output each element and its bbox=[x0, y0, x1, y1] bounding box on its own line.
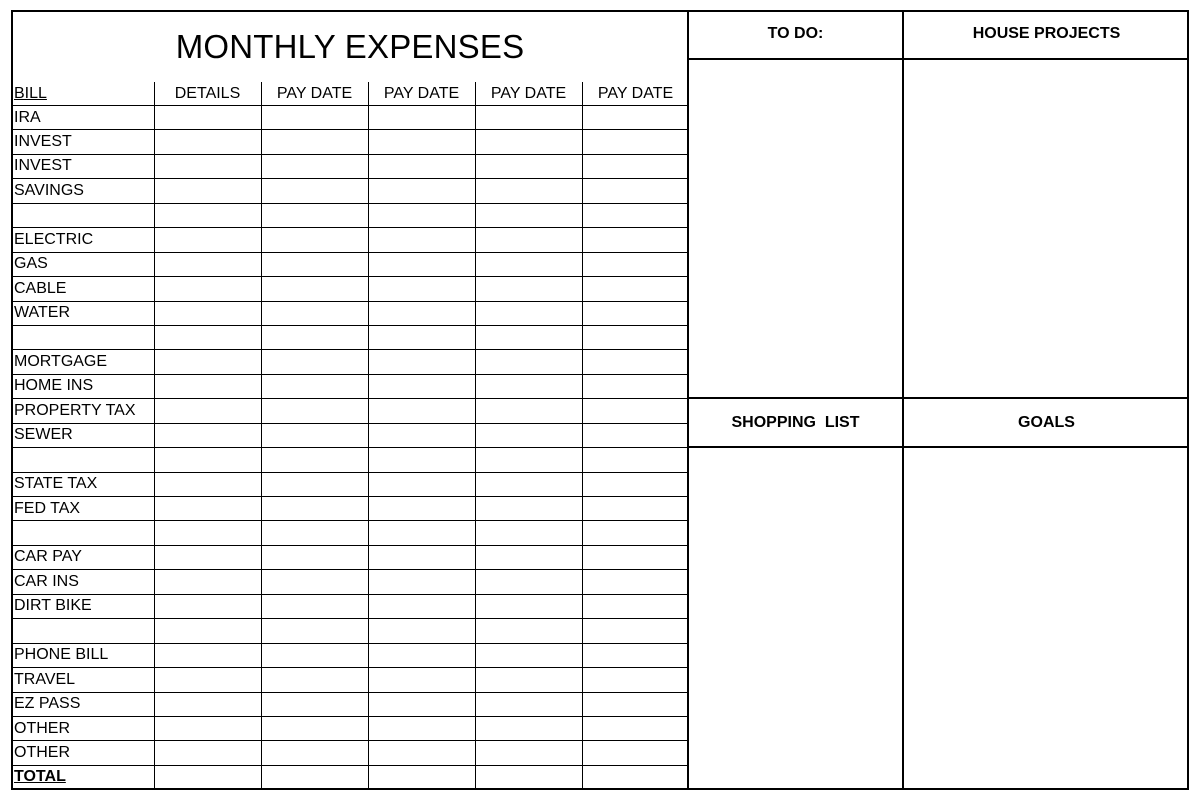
pay-date-cell[interactable] bbox=[583, 277, 688, 300]
pay-date-cell[interactable] bbox=[262, 155, 368, 178]
pay-date-cell[interactable] bbox=[583, 473, 688, 496]
pay-date-cell[interactable] bbox=[262, 179, 368, 202]
pay-date-cell[interactable] bbox=[369, 570, 475, 593]
bill-label: GAS bbox=[14, 255, 48, 273]
details-cell[interactable] bbox=[155, 546, 261, 569]
pay-date-cell[interactable] bbox=[262, 766, 368, 789]
todo-heading: TO DO: bbox=[767, 25, 824, 42]
pay-date-cell[interactable] bbox=[369, 521, 475, 544]
details-cell[interactable] bbox=[155, 668, 261, 691]
pay-date-cell[interactable] bbox=[262, 619, 368, 642]
pay-date-cell[interactable] bbox=[476, 155, 582, 178]
pay-date-cell[interactable] bbox=[583, 204, 688, 227]
pay-date-cell[interactable] bbox=[369, 228, 475, 251]
bill-label: INVEST bbox=[14, 157, 72, 175]
pay-date-cell[interactable] bbox=[476, 179, 582, 202]
pay-date-cell[interactable] bbox=[476, 644, 582, 667]
pay-date-cell[interactable] bbox=[262, 204, 368, 227]
bill-label: INVEST bbox=[14, 132, 72, 150]
pay-date-cell[interactable] bbox=[583, 326, 688, 349]
pay-date-cell[interactable] bbox=[476, 473, 582, 496]
details-cell[interactable] bbox=[155, 619, 261, 642]
pay-date-cell[interactable] bbox=[369, 350, 475, 373]
column-header-bill: BILL bbox=[14, 85, 47, 102]
pay-date-cell[interactable] bbox=[583, 448, 688, 471]
bill-label: SEWER bbox=[14, 426, 73, 444]
pay-date-cell[interactable] bbox=[476, 693, 582, 716]
pay-date-cell[interactable] bbox=[476, 448, 582, 471]
bill-label: TRAVEL bbox=[14, 670, 76, 688]
column-header-details: DETAILS bbox=[174, 85, 241, 102]
pay-date-cell[interactable] bbox=[262, 570, 368, 593]
pay-date-cell[interactable] bbox=[262, 497, 368, 520]
shopping-list-heading: SHOPPING LIST bbox=[731, 414, 860, 431]
bill-label: OTHER bbox=[14, 743, 70, 761]
goals-area[interactable] bbox=[904, 448, 1189, 790]
pay-date-cell[interactable] bbox=[369, 302, 475, 325]
details-cell[interactable] bbox=[155, 717, 261, 740]
pay-date-cell[interactable] bbox=[262, 130, 368, 153]
pay-date-cell[interactable] bbox=[369, 473, 475, 496]
pay-date-cell[interactable] bbox=[262, 302, 368, 325]
pay-date-cell[interactable] bbox=[583, 693, 688, 716]
pay-date-cell[interactable] bbox=[583, 228, 688, 251]
pay-date-cell[interactable] bbox=[369, 766, 475, 789]
pay-date-cell[interactable] bbox=[476, 326, 582, 349]
details-cell[interactable] bbox=[155, 277, 261, 300]
pay-date-cell[interactable] bbox=[583, 399, 688, 422]
details-cell[interactable] bbox=[155, 130, 261, 153]
bill-label: SAVINGS bbox=[14, 181, 84, 199]
details-cell[interactable] bbox=[155, 155, 261, 178]
details-cell[interactable] bbox=[155, 595, 261, 618]
details-cell[interactable] bbox=[155, 326, 261, 349]
pay-date-cell[interactable] bbox=[583, 595, 688, 618]
pay-date-cell[interactable] bbox=[262, 106, 368, 129]
bill-label: PHONE BILL bbox=[14, 646, 109, 664]
pay-date-cell[interactable] bbox=[262, 546, 368, 569]
details-cell[interactable] bbox=[155, 521, 261, 544]
pay-date-cell[interactable] bbox=[369, 741, 475, 764]
house-projects-heading: HOUSE PROJECTS bbox=[972, 25, 1121, 42]
details-cell[interactable] bbox=[155, 204, 261, 227]
pay-date-cell[interactable] bbox=[262, 473, 368, 496]
pay-date-cell[interactable] bbox=[369, 546, 475, 569]
todo-area[interactable] bbox=[689, 60, 902, 397]
bill-label: DIRT BIKE bbox=[14, 597, 92, 615]
pay-date-cell[interactable] bbox=[476, 228, 582, 251]
pay-date-cell[interactable] bbox=[369, 130, 475, 153]
pay-date-cell[interactable] bbox=[476, 570, 582, 593]
details-cell[interactable] bbox=[155, 497, 261, 520]
pay-date-cell[interactable] bbox=[476, 375, 582, 398]
details-cell[interactable] bbox=[155, 399, 261, 422]
pay-date-cell[interactable] bbox=[369, 106, 475, 129]
house-projects-area[interactable] bbox=[904, 60, 1189, 397]
details-cell[interactable] bbox=[155, 766, 261, 789]
details-cell[interactable] bbox=[155, 302, 261, 325]
pay-date-cell[interactable] bbox=[583, 106, 688, 129]
pay-date-cell[interactable] bbox=[583, 302, 688, 325]
pay-date-cell[interactable] bbox=[369, 644, 475, 667]
column-header-pay-date-3: PAY DATE bbox=[490, 85, 567, 102]
pay-date-cell[interactable] bbox=[476, 399, 582, 422]
pay-date-cell[interactable] bbox=[262, 595, 368, 618]
pay-date-cell[interactable] bbox=[476, 741, 582, 764]
total-label: TOTAL bbox=[14, 768, 66, 786]
details-cell[interactable] bbox=[155, 473, 261, 496]
pay-date-cell[interactable] bbox=[583, 570, 688, 593]
column-header-pay-date-4: PAY DATE bbox=[597, 85, 674, 102]
details-cell[interactable] bbox=[155, 375, 261, 398]
bill-label: ELECTRIC bbox=[14, 230, 94, 248]
pay-date-cell[interactable] bbox=[262, 424, 368, 447]
pay-date-cell[interactable] bbox=[369, 424, 475, 447]
details-cell[interactable] bbox=[155, 693, 261, 716]
pay-date-cell[interactable] bbox=[476, 350, 582, 373]
bill-label: WATER bbox=[14, 304, 70, 322]
pay-date-cell[interactable] bbox=[262, 717, 368, 740]
details-cell[interactable] bbox=[155, 741, 261, 764]
pay-date-cell[interactable] bbox=[369, 375, 475, 398]
pay-date-cell[interactable] bbox=[583, 497, 688, 520]
pay-date-cell[interactable] bbox=[583, 375, 688, 398]
bill-label: CAR PAY bbox=[14, 548, 82, 566]
shopping-list-area[interactable] bbox=[689, 448, 902, 790]
pay-date-cell[interactable] bbox=[369, 595, 475, 618]
pay-date-cell[interactable] bbox=[583, 717, 688, 740]
goals-heading: GOALS bbox=[1018, 414, 1075, 431]
pay-date-cell[interactable] bbox=[583, 741, 688, 764]
pay-date-cell[interactable] bbox=[476, 521, 582, 544]
pay-date-cell[interactable] bbox=[583, 766, 688, 789]
pay-date-cell[interactable] bbox=[262, 228, 368, 251]
details-cell[interactable] bbox=[155, 570, 261, 593]
pay-date-cell[interactable] bbox=[476, 277, 582, 300]
pay-date-cell[interactable] bbox=[369, 448, 475, 471]
pay-date-cell[interactable] bbox=[583, 521, 688, 544]
pay-date-cell[interactable] bbox=[476, 302, 582, 325]
pay-date-cell[interactable] bbox=[262, 668, 368, 691]
pay-date-cell[interactable] bbox=[262, 399, 368, 422]
pay-date-cell[interactable] bbox=[583, 179, 688, 202]
pay-date-cell[interactable] bbox=[369, 619, 475, 642]
pay-date-cell[interactable] bbox=[369, 204, 475, 227]
pay-date-cell[interactable] bbox=[476, 546, 582, 569]
page-title: MONTHLY EXPENSES bbox=[175, 28, 525, 65]
bill-label: IRA bbox=[14, 108, 41, 126]
pay-date-cell[interactable] bbox=[262, 277, 368, 300]
bill-label: CAR INS bbox=[14, 572, 79, 590]
pay-date-cell[interactable] bbox=[583, 644, 688, 667]
pay-date-cell[interactable] bbox=[369, 253, 475, 276]
pay-date-cell[interactable] bbox=[262, 521, 368, 544]
details-cell[interactable] bbox=[155, 106, 261, 129]
pay-date-cell[interactable] bbox=[369, 179, 475, 202]
pay-date-cell[interactable] bbox=[369, 497, 475, 520]
column-header-pay-date-1: PAY DATE bbox=[276, 85, 353, 102]
pay-date-cell[interactable] bbox=[583, 546, 688, 569]
pay-date-cell[interactable] bbox=[262, 693, 368, 716]
pay-date-cell[interactable] bbox=[583, 253, 688, 276]
pay-date-cell[interactable] bbox=[583, 668, 688, 691]
pay-date-cell[interactable] bbox=[476, 717, 582, 740]
details-cell[interactable] bbox=[155, 350, 261, 373]
pay-date-cell[interactable] bbox=[262, 326, 368, 349]
bill-label: PROPERTY TAX bbox=[14, 401, 136, 419]
pay-date-cell[interactable] bbox=[262, 350, 368, 373]
pay-date-cell[interactable] bbox=[262, 253, 368, 276]
bill-label: OTHER bbox=[14, 719, 70, 737]
pay-date-cell[interactable] bbox=[262, 741, 368, 764]
details-cell[interactable] bbox=[155, 644, 261, 667]
pay-date-cell[interactable] bbox=[369, 326, 475, 349]
details-cell[interactable] bbox=[155, 253, 261, 276]
pay-date-cell[interactable] bbox=[369, 277, 475, 300]
pay-date-cell[interactable] bbox=[476, 130, 582, 153]
pay-date-cell[interactable] bbox=[476, 668, 582, 691]
pay-date-cell[interactable] bbox=[583, 350, 688, 373]
pay-date-cell[interactable] bbox=[476, 106, 582, 129]
pay-date-cell[interactable] bbox=[476, 424, 582, 447]
bill-label: FED TAX bbox=[14, 499, 81, 517]
details-cell[interactable] bbox=[155, 179, 261, 202]
pay-date-cell[interactable] bbox=[476, 253, 582, 276]
pay-date-cell[interactable] bbox=[476, 204, 582, 227]
pay-date-cell[interactable] bbox=[476, 595, 582, 618]
pay-date-cell[interactable] bbox=[583, 130, 688, 153]
details-cell[interactable] bbox=[155, 228, 261, 251]
column-header-pay-date-2: PAY DATE bbox=[383, 85, 460, 102]
bill-label: EZ PASS bbox=[14, 695, 81, 713]
pay-date-cell[interactable] bbox=[369, 717, 475, 740]
pay-date-cell[interactable] bbox=[583, 424, 688, 447]
bill-label: CABLE bbox=[14, 279, 67, 297]
pay-date-cell[interactable] bbox=[369, 693, 475, 716]
details-cell[interactable] bbox=[155, 424, 261, 447]
pay-date-cell[interactable] bbox=[262, 375, 368, 398]
pay-date-cell[interactable] bbox=[476, 766, 582, 789]
pay-date-cell[interactable] bbox=[262, 448, 368, 471]
bill-label: STATE TAX bbox=[14, 475, 98, 493]
details-cell[interactable] bbox=[155, 448, 261, 471]
pay-date-cell[interactable] bbox=[583, 619, 688, 642]
pay-date-cell[interactable] bbox=[369, 668, 475, 691]
pay-date-cell[interactable] bbox=[262, 644, 368, 667]
pay-date-cell[interactable] bbox=[476, 619, 582, 642]
pay-date-cell[interactable] bbox=[369, 399, 475, 422]
pay-date-cell[interactable] bbox=[369, 155, 475, 178]
bill-label: MORTGAGE bbox=[14, 352, 108, 370]
pay-date-cell[interactable] bbox=[583, 155, 688, 178]
bill-label: HOME INS bbox=[14, 377, 94, 395]
pay-date-cell[interactable] bbox=[476, 497, 582, 520]
